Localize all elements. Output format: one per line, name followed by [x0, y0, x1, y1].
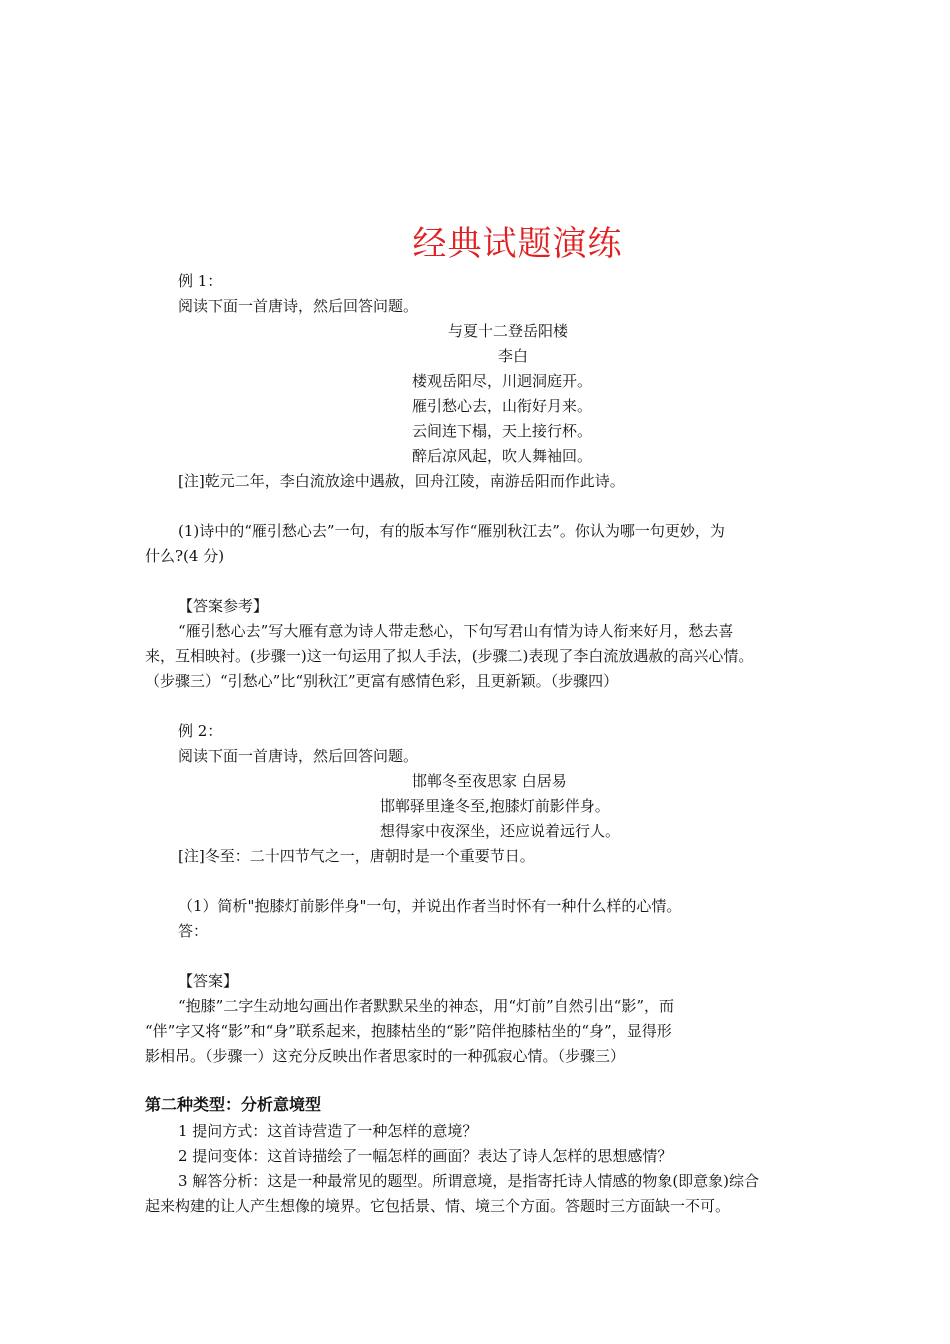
example1-poem-line: 雁引愁心去，山衔好月来。: [412, 397, 593, 415]
example1-poem-line: 醉后凉风起，吹人舞袖回。: [412, 447, 593, 465]
example1-poem-line: 楼观岳阳尽，川迥洞庭开。: [412, 372, 593, 390]
example1-answer-line: “雁引愁心去”写大雁有意为诗人带走愁心，下句写君山有情为诗人衔来好月，愁去喜: [178, 622, 734, 640]
example2-answer-header: 【答案】: [178, 972, 239, 990]
example2-answer-line: 影相吊。（步骤一）这充分反映出作者思家时的一种孤寂心情。（步骤三）: [145, 1047, 626, 1065]
example1-poem-line: 云间连下榻，天上接行杯。: [412, 422, 593, 440]
example2-answer-line: “伴”字又将“影”和“身”联系起来，抱膝枯坐的“影”陪伴抱膝枯坐的“身”，显得形: [145, 1022, 672, 1040]
example1-poem-title: 与夏十二登岳阳楼: [448, 322, 569, 340]
example2-poem-heading: 邯郸冬至夜思家 白居易: [412, 772, 567, 790]
example1-answer-header: 【答案参考】: [178, 597, 269, 615]
example2-instruction: 阅读下面一首唐诗，然后回答问题。: [178, 747, 419, 765]
section2-item: 1 提问方式：这首诗营造了一种怎样的意境？: [178, 1122, 478, 1140]
example2-answer-prompt: 答：: [178, 922, 209, 940]
example2-label: 例 2：: [178, 722, 223, 740]
example1-poem-author: 李白: [498, 347, 529, 365]
example2-note: [注]冬至：二十四节气之一，唐朝时是一个重要节日。: [178, 847, 535, 865]
example2-answer-line: “抱膝”二字生动地勾画出作者默默呆坐的神态，用“灯前”自然引出“影”，而: [178, 997, 675, 1015]
section2-item: 2 提问变体：这首诗描绘了一幅怎样的画面？表达了诗人怎样的思想感情？: [178, 1147, 673, 1165]
page-title: 经典试题演练: [412, 224, 623, 264]
example1-answer-line: 来，互相映衬。(步骤一)这一句运用了拟人手法，(步骤二)表现了李白流放遇赦的高兴心情。: [145, 647, 754, 665]
example1-answer-line: （步骤三）“引愁心”比“别秋江”更富有感情色彩，且更新颖。（步骤四）: [145, 672, 619, 690]
example1-note: [注]乾元二年，李白流放途中遇赦，回舟江陵，南游岳阳而作此诗。: [178, 472, 625, 490]
section2-heading: 第二种类型：分析意境型: [145, 1095, 322, 1114]
example1-question: (1)诗中的“雁引愁心去”一句，有的版本写作“雁别秋江去”。你认为哪一句更妙，为: [178, 522, 725, 540]
section2-item-cont: 起来构建的让人产生想像的境界。它包括景、情、境三个方面。答题时三方面缺一不可。: [145, 1197, 731, 1215]
example1-question-cont: 什么?(4 分): [145, 547, 225, 565]
example2-poem-line: 想得家中夜深坐，还应说着远行人。: [380, 822, 621, 840]
example1-instruction: 阅读下面一首唐诗，然后回答问题。: [178, 297, 419, 315]
example1-label: 例 1：: [178, 272, 223, 290]
example2-poem-line: 邯郸驿里逢冬至,抱膝灯前影伴身。: [380, 797, 610, 815]
section2-item: 3 解答分析：这是一种最常见的题型。所谓意境，是指寄托诗人情感的物象(即意象)综合: [178, 1172, 760, 1190]
example2-question: （1）简析"抱膝灯前影伴身"一句，并说出作者当时怀有一种什么样的心情。: [178, 897, 682, 915]
